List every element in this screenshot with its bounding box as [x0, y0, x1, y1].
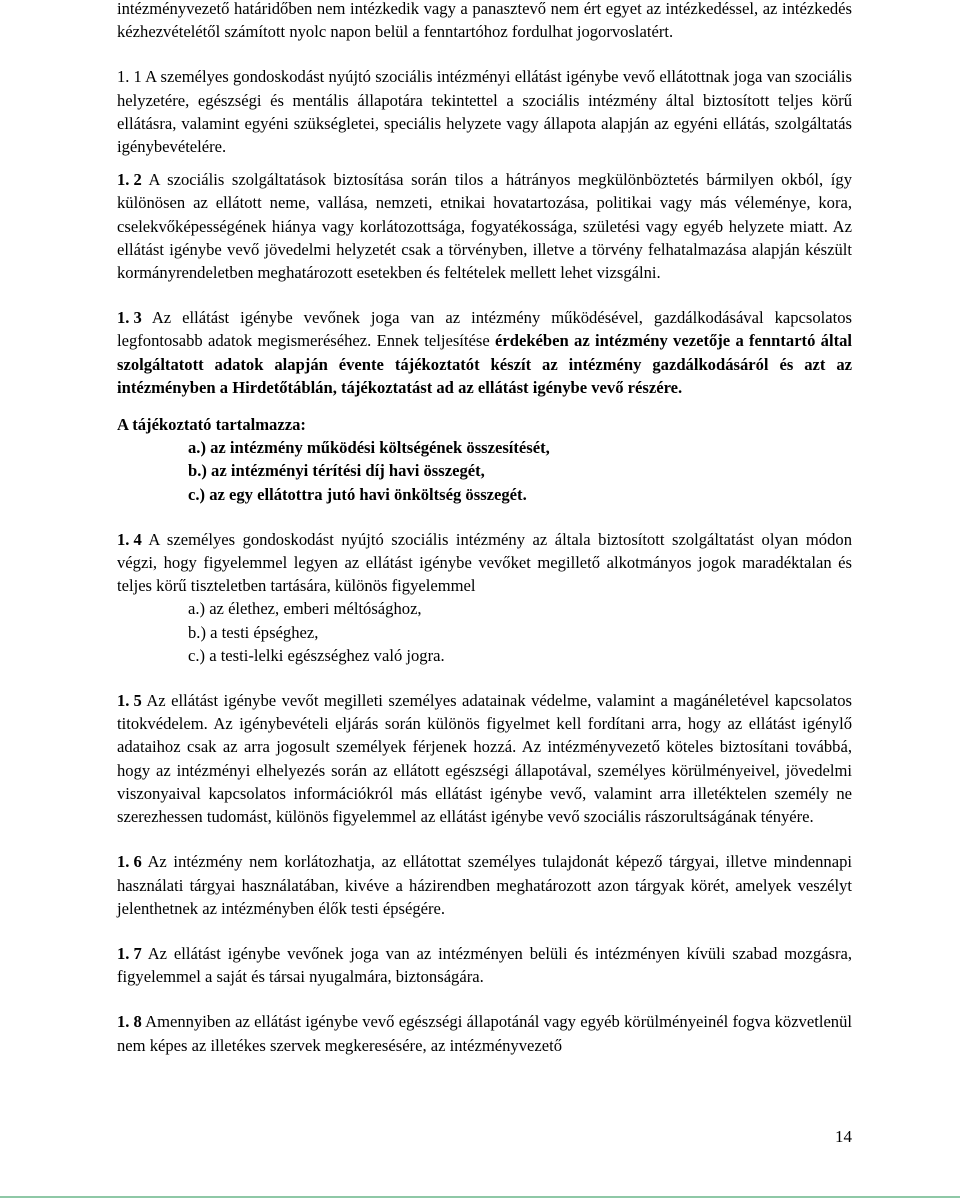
list-item: a.) az intézmény működési költségének összesítését, [188, 438, 550, 458]
section-1-8 [117, 1010, 852, 1056]
intro-paragraph: intézményvezető határidőben nem intézkedik vagy a panasztevő nem ért egyet az intézkedéssel, az intézkedés kézhezvételétől számított nyolc napon belül a fenntartóhoz fordulhat jogorvoslatért. [117, 0, 852, 42]
section-text: Az ellátást igénybe vevőt megilleti személyes adatainak védelme, valamint a magánéletével kapcsolatos titokvédelem. Az igénybevételi eljárás során különös figyelmet kell fordítani arra, hogy az ellátást igénylő adataihoz csak az arra jogosult személyek férjenek hozzá. Az intézményvezető köteles biztosítani továbbá, hogy az intézményi elhelyezés során az ellátott egészségi állapotával, személyes körülményeivel, jövedelmi viszonyaival kapcsolatos információkról más ellátást igénybe vevő, valamint arra illetéktelen személy ne szerezhessen tudomást, különös figyelemmel az ellátást igénybe vevő szociális rászorultságának tényére. [117, 691, 853, 827]
list-item: c.) az egy ellátottra jutó havi önköltség összegét. [188, 484, 527, 504]
section-1-3 [117, 306, 852, 399]
list-item: c.) a testi-lelki egészséghez való jogra. [188, 645, 445, 665]
section-number-suffix: 2 [133, 170, 142, 190]
section-number-prefix: 1. [117, 943, 130, 963]
section-number-prefix: 1. [117, 170, 130, 190]
section-number-suffix: 5 [133, 691, 142, 711]
rights-list [117, 597, 852, 667]
section-number-prefix: 1. [117, 67, 130, 87]
section-number-prefix: 1. [117, 308, 130, 328]
section-text: Az intézmény nem korlátozhatja, az ellátottat személyes tulajdonát képező tárgyai, illetve mindennapi használati tárgyai használatában, kivéve a házirendben meghatározott azon tárgyak körét, amelyek veszélyt jelenthetnek az intézményben élők testi épségére. [117, 852, 852, 918]
list-item: a.) az élethez, emberi méltósághoz, [188, 599, 422, 619]
section-1-5 [117, 689, 852, 828]
section-number-prefix: 1. [117, 529, 130, 549]
section-1-1 [117, 65, 852, 158]
section-number-prefix: 1. [117, 1012, 130, 1032]
section-1-7 [117, 942, 852, 988]
section-bold-text: érdekében az intézmény vezetője a fenntartó által szolgáltatott adatok alapján évente tájékoztatót készít az intézmény gazdálkodásáról és azt az intézményben a Hirdetőtáblán, tájékoztatást ad az ellátást igénybe vevő részére. [117, 331, 853, 397]
section-number-suffix: 4 [133, 529, 142, 549]
section-number-suffix: 6 [133, 852, 142, 872]
section-number-prefix: 1. [117, 852, 130, 872]
section-number-suffix: 8 [133, 1012, 142, 1032]
section-1-4 [117, 528, 852, 598]
section-number-suffix: 3 [133, 308, 142, 328]
section-text: Az ellátást igénybe vevőnek joga van az intézményen belüli és intézményen kívüli szabad mozgásra, figyelemmel a saját és társai nyugalmára, biztonságára. [117, 943, 852, 987]
bottom-rule [0, 1196, 960, 1198]
list-item: b.) a testi épséghez, [188, 622, 319, 642]
page-number: 14 [835, 1127, 852, 1146]
section-text: Az ellátást igénybe vevőnek joga van az intézmény működésével, gazdálkodásával kapcsolatos legfontosabb adatok megismeréséhez. Ennek teljesítése [117, 308, 852, 351]
list-item: b.) az intézményi térítési díj havi összegét, [188, 461, 485, 481]
section-1-6 [117, 850, 852, 920]
section-1-2 [117, 168, 852, 284]
section-text: A szociális szolgáltatások biztosítása során tilos a hátrányos megkülönböztetés bármilyen okból, így különösen az ellátott neme, vallása, nemzeti, etnikai hovatartozása, politikai vagy más véleménye, kora, cselekvőképességének hiánya vagy korlátozottsága, fogyatékossága, születési vagy egyéb helyzete miatt. Az ellátást igénybe vevő jövedelmi helyzetét csak a törvényben, illetve a törvény felhatalmazása alapján készült kormányrendeletben meghatározott esetekben és feltételek mellett lehet vizsgálni. [117, 170, 853, 283]
section-number-suffix: 1 [133, 67, 142, 87]
section-text: Amennyiben az ellátást igénybe vevő egészségi állapotánál vagy egyéb körülményeinél fogva közvetlenül nem képes az illetékes szervek megkeresésére, az intézményvezető [117, 1012, 853, 1055]
info-list-title: A tájékoztató tartalmazza: [117, 415, 306, 435]
info-list [117, 436, 852, 506]
section-number-suffix: 7 [133, 943, 142, 963]
section-text: A személyes gondoskodást nyújtó szociális intézmény az általa biztosított szolgáltatást olyan módon végzi, hogy figyelemmel legyen az ellátást igénybe vevőket megillető alkotmányos jogok maradéktalan és teljes körű tiszteletben tartására, különös figyelemmel [117, 529, 852, 596]
section-text: A személyes gondoskodást nyújtó szociális intézményi ellátást igénybe vevő ellátottnak joga van szociális helyzetére, egészségi és mentális állapotára tekintettel a szociális intézmény által biztosított teljes körű ellátásra, valamint egyéni szükségletei, speciális helyzete vagy állapota alapján az egyéni ellátás, szolgáltatás igénybevételére. [117, 67, 852, 157]
section-number-prefix: 1. [117, 691, 130, 711]
